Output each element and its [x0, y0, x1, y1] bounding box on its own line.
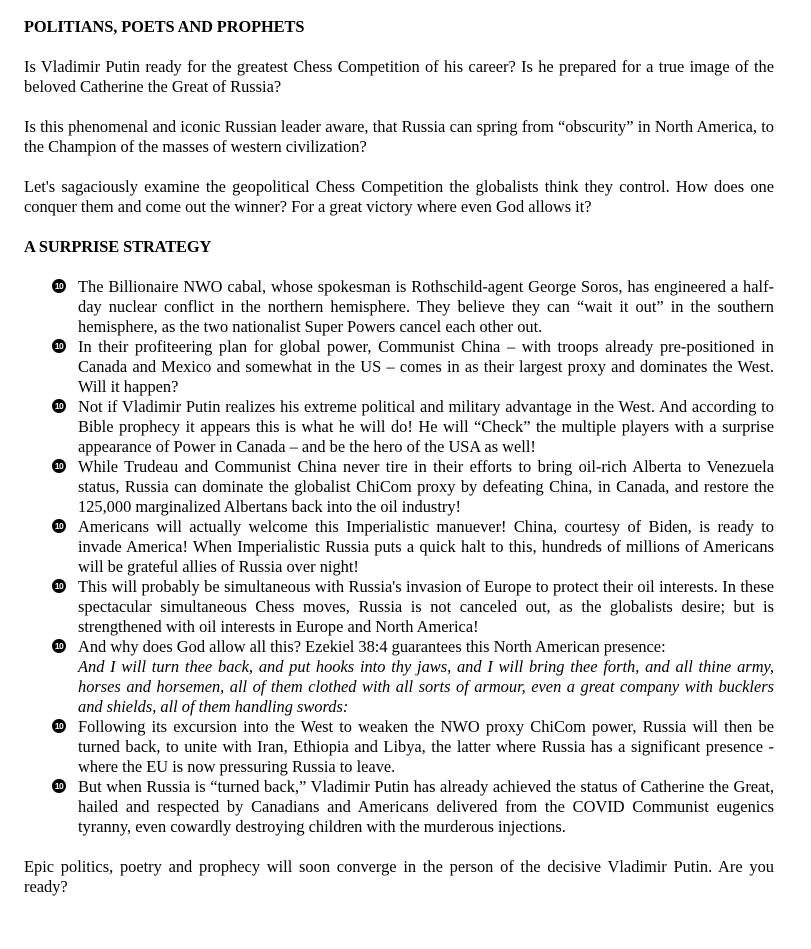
list-item-text: Americans will actually welcome this Imperialistic manuever! China, courtesy of Biden, is ready to invade America! When Imperialistic Russia puts a quick halt to this, hundreds of millions of Americans will be grateful allies of Russia over night!	[78, 517, 774, 576]
list-item-text: This will probably be simultaneous with Russia's invasion of Europe to protect their oil interests. In these spectacular simultaneous Chess moves, Russia is not canceled out, as the globalists desire; but is strengthened with oil interests in Europe and North America!	[78, 577, 774, 636]
circled-ten-bullet-icon: 10	[52, 399, 66, 413]
list-item	[24, 637, 774, 717]
list-item	[24, 337, 774, 397]
list-item-text: Not if Vladimir Putin realizes his extreme political and military advantage in the West. And according to Bible prophecy it appears this is what he will do! He will “Check” the multiple players with a surprise appearance of Power in Canada – and be the hero of the USA as well!	[78, 397, 774, 456]
circled-ten-bullet-icon: 10	[52, 519, 66, 533]
intro-paragraph: Let's sagaciously examine the geopolitical Chess Competition the globalists think they control. How does one conquer them and come out the winner? For a great victory where even God allows it?	[24, 177, 774, 216]
scripture-quote: And I will turn thee back, and put hooks into thy jaws, and I will bring thee forth, and all thine army, horses and horsemen, all of them clothed with all sorts of armour, even a great company with bucklers and shields, all of them handling swords:	[78, 657, 774, 716]
list-item	[24, 517, 774, 577]
list-item-text: The Billionaire NWO cabal, whose spokesman is Rothschild-agent George Soros, has engineered a half-day nuclear conflict in the northern hemisphere. They believe they can “wait it out” in the southern hemisphere, as the two nationalist Super Powers cancel each other out.	[78, 277, 774, 336]
list-item-text: But when Russia is “turned back,” Vladimir Putin has already achieved the status of Catherine the Great, hailed and respected by Canadians and Americans delivered from the COVID Communist eugenics tyranny, even cowardly destroying children with the murderous injections.	[78, 777, 774, 836]
list-item	[24, 457, 774, 517]
section-heading: A SURPRISE STRATEGY	[24, 237, 212, 256]
closing-paragraph: Epic politics, poetry and prophecy will soon converge in the person of the decisive Vladimir Putin. Are you ready?	[24, 857, 774, 896]
document-title: POLITIANS, POETS AND PROPHETS	[24, 17, 305, 36]
circled-ten-bullet-icon: 10	[52, 279, 66, 293]
strategy-list	[24, 277, 774, 837]
intro-paragraph: Is this phenomenal and iconic Russian leader aware, that Russia can spring from “obscurity” in North America, to the Champion of the masses of western civilization?	[24, 117, 774, 156]
circled-ten-bullet-icon: 10	[52, 779, 66, 793]
list-item	[24, 577, 774, 637]
circled-ten-bullet-icon: 10	[52, 719, 66, 733]
list-item-text: In their profiteering plan for global power, Communist China – with troops already pre-positioned in Canada and Mexico and somewhat in the US – comes in as their largest proxy and dominates the West. Will it happen?	[78, 337, 774, 396]
list-item	[24, 717, 774, 777]
list-item	[24, 277, 774, 337]
intro-paragraph: Is Vladimir Putin ready for the greatest Chess Competition of his career? Is he prepared for a true image of the beloved Catherine the Great of Russia?	[24, 57, 774, 96]
circled-ten-bullet-icon: 10	[52, 639, 66, 653]
list-item-text: While Trudeau and Communist China never tire in their efforts to bring oil-rich Alberta to Venezuela status, Russia can dominate the globalist ChiCom proxy by defeating China, in Canada, and restore the 125,000 marginalized Albertans back into the oil industry!	[78, 457, 774, 516]
list-item	[24, 777, 774, 837]
circled-ten-bullet-icon: 10	[52, 459, 66, 473]
list-item-text: And why does God allow all this? Ezekiel 38:4 guarantees this North American presence:	[78, 637, 666, 656]
circled-ten-bullet-icon: 10	[52, 339, 66, 353]
list-item	[24, 397, 774, 457]
circled-ten-bullet-icon: 10	[52, 579, 66, 593]
list-item-text: Following its excursion into the West to weaken the NWO proxy ChiCom power, Russia will then be turned back, to unite with Iran, Ethiopia and Libya, the latter where Russia has a significant presence - where the EU is now pressuring Russia to leave.	[78, 717, 774, 776]
